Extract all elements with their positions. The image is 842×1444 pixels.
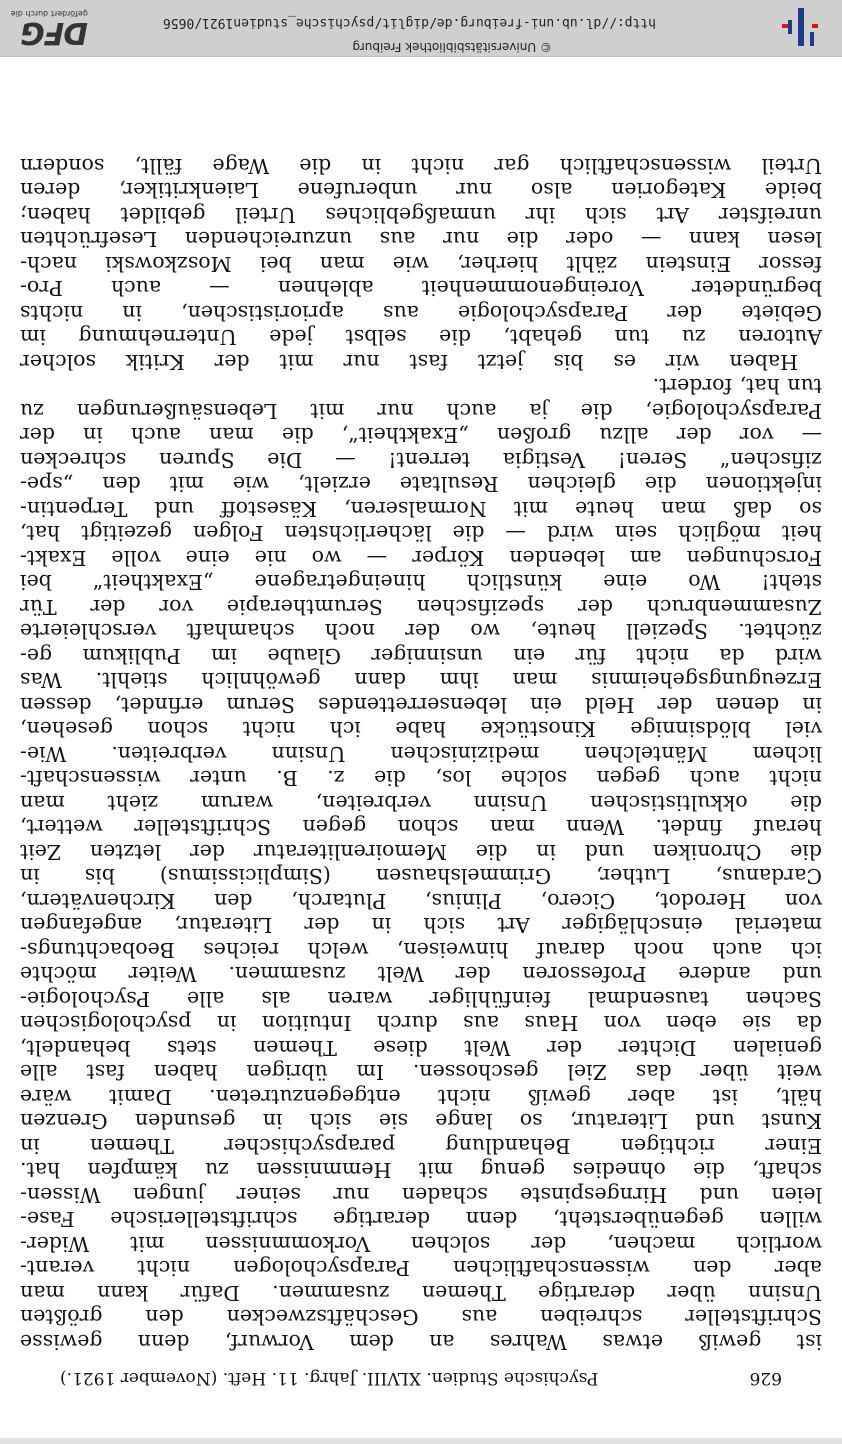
text-line: viel blödsinnige Kinostücke habe ich nicht schon gesehen, [20,717,822,742]
text-line: weit über das Ziel geschossen. Im übrigen haben fast alle [20,1060,822,1085]
footer-copyright: © Universitätsbibliothek Freiburg [352,40,552,54]
text-line: Erzeugungsgeheimnis man ihm dann gewöhnlich stiehlt. Was [20,668,822,693]
text-line: schaft, die ohnedies genug mit Hemmnissen zu kämpfen hat. [20,1158,822,1183]
text-line: und andere Professoren der Welt zusammen. Weiter möchte [20,962,822,987]
text-line: fessor Einstein zählt hierher, wie man bei Moszkowski nach- [20,252,822,276]
body-text [20,154,822,1355]
text-line: wortlich machen, der solchen Vorkommnissen mit Wider- [20,1232,822,1256]
text-line: Einer richtigen Behandlung parapsychischer Themen in [20,1134,822,1158]
text-line: aber den wissenschaftlichen Parapsychologen nicht verant- [20,1256,822,1281]
text-line: Haben wir es bis jetzt fast nur mit der Kritik solcher [20,350,798,374]
text-line: steht! Wo eine künstlich hineingetragene „Exaktheit“ bei [20,570,822,595]
text-line: so daß man heute mit Normalseren, Käsestoff und Terpentin- [20,497,822,521]
text-line: — vor der allzu großen „Exaktheit“, die man auch in der [20,423,822,448]
text-line: Schriftsteller schreiben aus Geschäftszwecken den größten [20,1305,822,1330]
text-line: nicht auch gegen solche los, die z. B. unter wissenschaft- [20,766,822,791]
text-line: unreifster Art sich ihr unmaßgebliches Urteil gebildet haben; [20,203,822,227]
text-line: willen gegenübersteht, denn derartige schriftstellerische Fase- [20,1207,822,1232]
dfg-caption [11,9,88,18]
text-line: hält, ist aber gewiß nicht entgegenzutreten. Damit wäre [20,1085,822,1109]
text-line: Kunst und Literatur, so lange sie sich in gesunden Grenzen [20,1109,822,1134]
text-line: tun hat, fordert. [652,374,822,399]
text-line: material einschlägiger Art sich in der Literatur, angefangen [20,913,822,938]
text-line: ich auch noch darauf hinweisen, welch reiches Beobachtungs- [20,938,822,962]
text-line: Urteil wissenschaftlich gar nicht in die Wage fällt, sondern [20,154,822,178]
text-line: Unsinn über derartige Themen zusammen. Dafür kann man [20,1281,822,1305]
text-line: die Chroniken und in die Memoirenliteratur der letzten Zeit [20,840,822,864]
text-line: Cardanus, Luther, Grimmelshausen (Simplicissimus) bis in [20,864,822,889]
ub-freiburg-logo-icon [780,8,820,48]
dfg-caption-line-1: gefördert durch die [10,9,88,18]
text-line: injektionen die gleichen Resultate erzielt, wie mit den „spe- [20,472,822,497]
text-line: Parapsychologie, die ja auch nur mit Lebensäußerungen zu [20,399,822,423]
text-line: beide Kategorien also nur unberufene Laienkritiker, deren [20,178,822,203]
text-line: leien und Hirngespinste schaden nur seiner jungen Wissen- [20,1183,822,1207]
text-line: von Herodot, Cicero, Plinius, Plutarch, den Kirchenvätern, [20,889,822,913]
text-line: Autoren zu tun gehabt, die selbst jede Unternehmung im [20,325,822,350]
text-line: die okkultistischen Unsinn verbreiten, warum zieht man [20,791,822,815]
text-line: Zusammenbruch der spezifischen Serumtherapie vor der Tür [20,595,822,619]
text-line: da sie eben von Haus aus durch Intuition in psychologischen [20,1011,822,1036]
text-line: Sachen tausendmal feinfühliger waren als alle Psychologie- [20,987,822,1011]
page-number: 626 [749,1368,782,1388]
page-edge [0,1438,842,1444]
text-line: zifischen“ Seren! Vestigia terrent! — Die Spuren schrecken [20,448,822,472]
dfg-mark: DFG [20,15,88,50]
text-line: heit möglich sein wird — die lächerlichsten Folgen gezeitigt hat, [20,521,822,546]
text-line: Gebiete der Parapsychologie aus aprioristischen, in nichts [20,301,822,325]
text-line: herauf findet. Wenn man schon gegen Schriftsteller wettert, [20,815,822,840]
text-line: züchtet. Speziell heute, wo der noch schamhaft verschleierte [20,619,822,644]
text-line: in denen der Held ein lebenserrettendes Serum erfindet, dessen [20,693,822,717]
text-line: genialen Dichter der Welt diese Themen stets behandelt, [20,1036,822,1060]
footer-url-link[interactable]: http://dl.ub.uni-freiburg.de/diglit/psychische_studien1921/0656 [162,15,656,30]
text-line: lesen kann — oder die nur aus unzureichenden Lesefrüchten [20,227,822,252]
dfg-logo-icon [8,6,88,50]
text-line: begründeter Voreingenommenheit ablehnen — auch Pro- [20,276,822,301]
text-line: lichem Mäntelchen medizinischen Unsinn verbreiten. Wie- [20,742,822,766]
journal-title: Psychische Studien. XLVIII. Jahrg. 11. Heft. (November 1921.) [60,1368,599,1388]
footer-band [0,0,842,57]
running-head [60,1360,782,1388]
text-line: wird da nicht für ein unsinniger Glaube im Publikum ge- [20,644,822,668]
text-line: ist gewiß etwas Wahres an dem Vorwurf, denn gewisse [20,1330,822,1354]
text-line: Forschungen am lebenden Körper — wo nie eine volle Exakt- [20,546,822,570]
